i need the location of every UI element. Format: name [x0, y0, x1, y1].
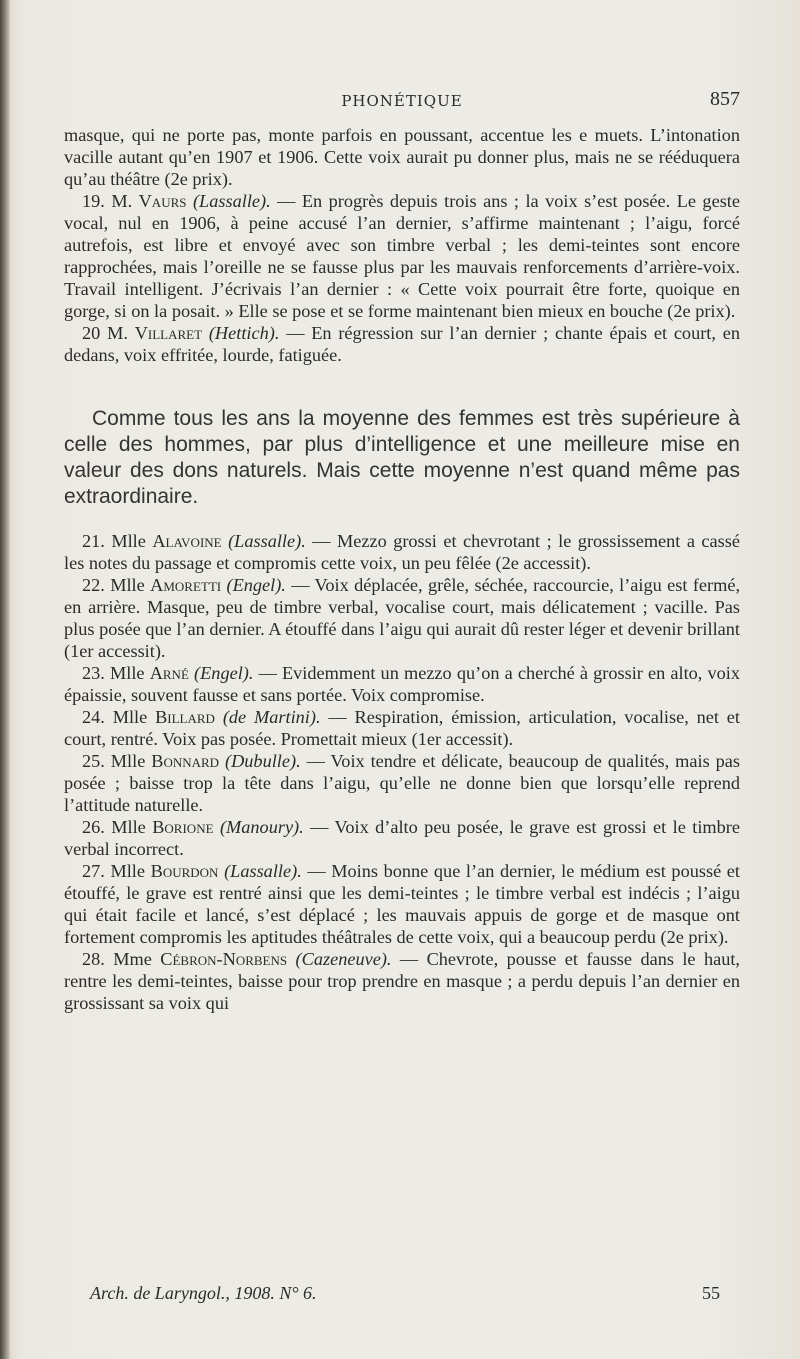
running-title: PHONÉTIQUE [341, 92, 463, 110]
student-name: Arné [149, 663, 189, 683]
entry-21 [64, 530, 740, 574]
student-name: Amoretti [150, 575, 222, 595]
entry-28 [64, 948, 740, 1014]
entry-text: — Voix tendre et délicate, beaucoup de qualités, mais pas posée ; baisse trop la tête dans l’aigu, qu’elle ne donne bien que lorsqu’elle reprend l’attitude naturelle. [64, 751, 740, 815]
entry-number: 28. Mme [82, 949, 152, 969]
women-intro-paragraph: Comme tous les ans la moyenne des femmes est très supérieure à celle des hommes, par plus d’intelligence et une meilleure mise en valeur des dons naturels. Mais cette moyenne n’est quand même pas extraordinaire. [64, 407, 740, 508]
entry-27 [64, 860, 740, 948]
teacher-name: (de Martini). [222, 707, 321, 727]
teacher-name: (Engel). [194, 663, 254, 683]
entry-number: 27. Mlle [82, 861, 145, 881]
entry-text: — Moins bonne que l’an dernier, le médium est poussé et étouffé, le grave est rentré ainsi que les demi-teintes ; le timbre verbal est indécis ; l’aigu qui était facile et lancé, s’est déplacé ; les mauvais appuis de gorge et de masque ont fortement compromis les aptitudes théâtrales de cette voix, qui a beaucoup perdu (2e prix). [64, 861, 740, 947]
entry-number: 19. M. [82, 191, 133, 211]
entry-number: 23. Mlle [82, 663, 145, 683]
journal-citation: Arch. de Laryngol., 1908. N° 6. [90, 1283, 317, 1303]
entry-text: — Mezzo grossi et chevrotant ; le grossissement a cassé les notes du passage et compromis cette voix, un peu fêlée (2e accessit). [64, 531, 740, 573]
entry-number: 26. Mlle [82, 817, 146, 837]
teacher-name: (Dubulle). [225, 751, 301, 771]
entry-number: 22. Mlle [82, 575, 145, 595]
teacher-name: (Engel). [226, 575, 286, 595]
entry-26 [64, 816, 740, 860]
entry-23 [64, 662, 740, 706]
entry-number: 21. Mlle [82, 531, 146, 551]
entry-number: 24. Mlle [82, 707, 148, 727]
page-header [64, 88, 740, 118]
entry-number: 20 M. [82, 323, 128, 343]
student-name: Cébron-Norbens [160, 949, 288, 969]
entry-24 [64, 706, 740, 750]
entry-text: — En progrès depuis trois ans ; la voix s’est posée. Le geste vocal, nul en 1906, à peine accusé l’an dernier, s’affirme maintenant ; l’aigu, forcé autrefois, est libre et envoyé avec son timbre verbal ; les demi-teintes sont encore rapprochées, mais l’oreille ne se fausse plus par les mauvais renforcements d’arrière-voix. Travail intelligent. J’écrivais l’an dernier : « Cette voix pourrait être forte, quoique en gorge, si on la posait. » Elle se pose et se forme maintenant bien mieux en bouche (2e prix). [64, 191, 740, 321]
student-name: Borione [152, 817, 214, 837]
student-name: Bourdon [150, 861, 219, 881]
teacher-name: (Cazeneuve). [295, 949, 392, 969]
teacher-name: (Lassalle). [224, 861, 302, 881]
teacher-name: (Manoury). [219, 817, 304, 837]
entry-25 [64, 750, 740, 816]
paragraph-continuation [64, 124, 740, 190]
student-name: Vaurs [138, 191, 187, 211]
student-name: Alavoine [152, 531, 222, 551]
page-body [64, 124, 740, 1014]
entry-text: — Voix déplacée, grêle, séchée, raccourcie, l’aigu est fermé, en arrière. Masque, peu de timbre verbal, vocalise court, mais délicatement ; vacille. Pas plus posée que l’an dernier. A étouffé dans l’aigu qui aurait dû rester léger et devenir brillant (1er accessit). [64, 575, 741, 661]
entry-text: — Evidemment un mezzo qu’on a cherché à grossir en alto, voix épaissie, souvent fausse et sans portée. Voix compromise. [64, 663, 741, 705]
entry-text: — En régression sur l’an dernier ; chante épais et court, en dedans, voix effritée, lourde, fatiguée. [64, 323, 740, 365]
signature-number: 55 [702, 1283, 720, 1303]
teacher-name: (Hettich). [208, 323, 280, 343]
teacher-name: (Lassalle). [192, 191, 271, 211]
page-footer [90, 1283, 720, 1307]
entry-number: 25. Mlle [82, 751, 146, 771]
book-spine-shadow [0, 0, 10, 1359]
entry-22 [64, 574, 740, 662]
entry-20 [64, 322, 740, 366]
entry-text: — Chevrote, pousse et fausse dans le haut, rentre les demi-teintes, baisse pour trop prendre en masque ; a perdu depuis l’an dernier en grossissant sa voix qui [64, 949, 741, 1013]
paragraph-text: masque, qui ne porte pas, monte parfois en poussant, accentue les e muets. L’intonation vacille autant qu’en 1907 et 1906. Cette voix aurait pu donner plus, mais ne se rééduquera qu’au théâtre (2e prix). [64, 125, 740, 189]
student-name: Billard [155, 707, 215, 727]
teacher-name: (Lassalle). [228, 531, 306, 551]
page-number: 857 [710, 88, 740, 110]
entry-text: — Voix d’alto peu posée, le grave est grossi et le timbre verbal incorrect. [64, 817, 740, 859]
student-name: Bonnard [151, 751, 220, 771]
entry-19 [64, 190, 740, 322]
entry-text: — Respiration, émission, articulation, vocalise, net et court, rentré. Voix pas posée. Promettait mieux (1er accessit). [64, 707, 741, 749]
student-name: Villaret [134, 323, 203, 343]
